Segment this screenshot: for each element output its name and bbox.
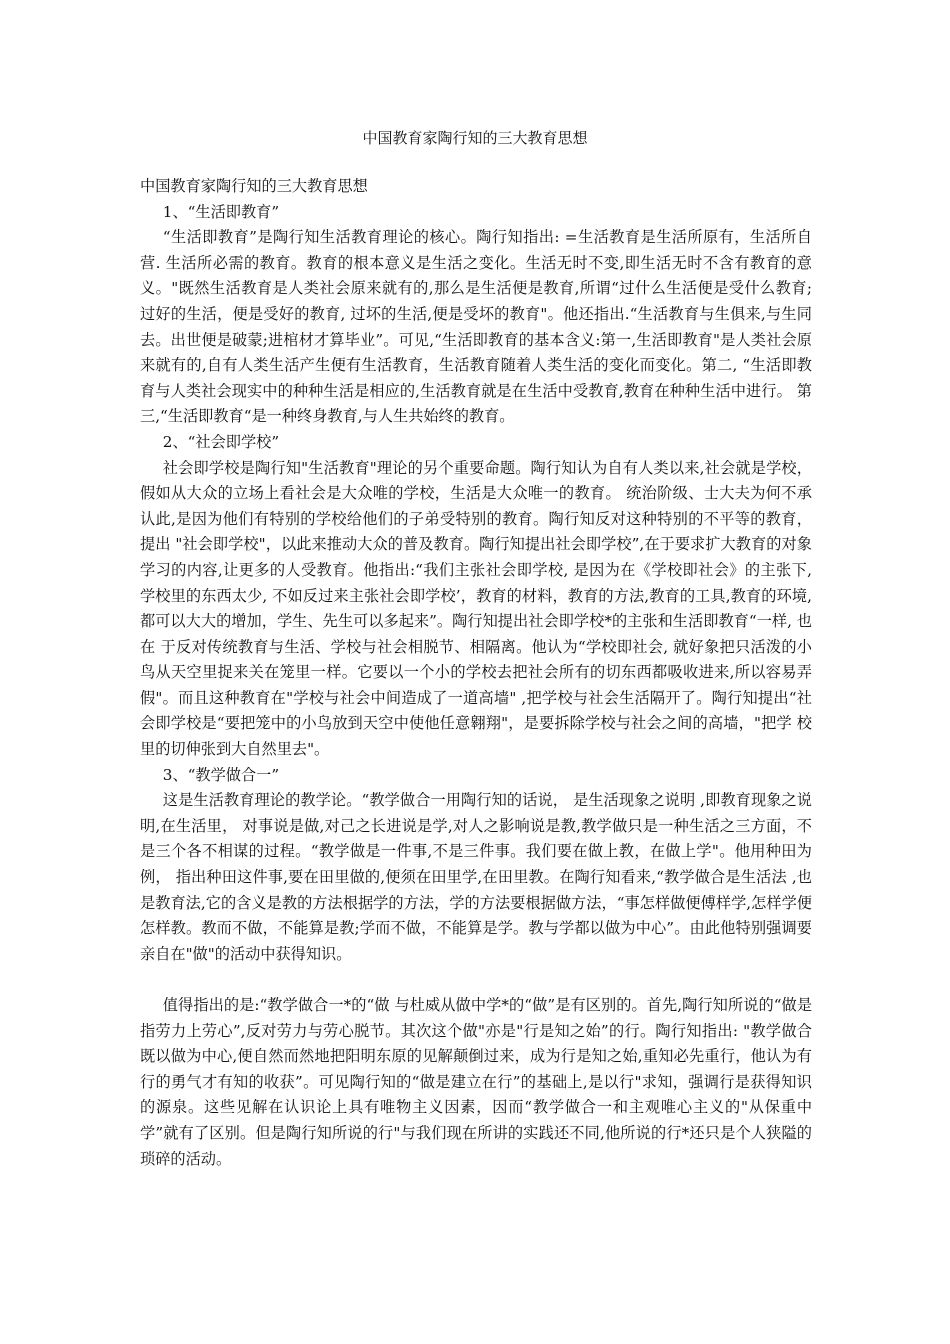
section-paragraph-3: 这是生活教育理论的教学论。“教学做合一用陶行知的话说， 是生活现象之说明 ,即教育现象之说明,在生活里， 对事说是做,对己之长进说是学,对人之影响说是教,教学做只是一种生活之三方面，不是三个各不相谋的过程。“教学做是一件事,不是三件事。我们要在做上教，在做上学"。他用种田为例， 指出种田这件事,要在田里做的,便须在田里学,在田里教。在陶行知看来,“教学做合是生活法 ,也是教育法,它的含义是教的方法根据学的方法，学的方法要根据做方法，“事怎样做便傅样学,怎样学便怎样教。教而不做，不能算是教;学而不做，不能算是学。教与学都以做为中心”。由此他特别强调要亲自在"做"的活动中获得知识。 [140,791,812,963]
section-heading-3: 3、“教学做合一” [162,765,280,784]
section-paragraph-1: “生活即教育”是陶行知生活教育理论的核心。陶行知指出: =生活教育是生活所原有，生活所自营. 生活所必需的教育。教育的根本意义是生活之变化。生活无时不变,即生活无时不含有教育的意义。"既然生活教育是人类社会原来就有的,那么是生活便是教育,所谓“过什么生活便是受什么教育; 过好的生活，便是受好的教育, 过坏的生活,便是受坏的教育"。他还指出.“生活教育与生俱来,与生同去。出世便是破蒙;进棺材才算毕业”。可见,“生活即教育的基本含义:第一,生活即教育"是人类社会原来就有的,自有人类生活产生便有生活教育，生活教育随着人类生活的变化而变化。第二, “生活即教育与人类社会现实中的种种生活是相应的,生活教育就是在生活中受教育,教育在种种生活中进行。 第三,“生活即教育“是一种终身教育,与人生共始终的教育。 [140,228,812,426]
document-subtitle: 中国教育家陶行知的三大教育思想 [140,177,368,195]
document-body [140,174,812,1172]
paragraph-gap [140,967,812,993]
section-paragraph-2: 社会即学校是陶行知"生活教育"理论的另个重要命题。陶行知认为自有人类以来,社会就是学校，假如从大众的立场上看社会是大众唯的学校，生活是大众唯一的教育。 统治阶级、士大夫为何不承认此,是因为他们有特别的学校给他们的子弟受特别的教育。陶行知反对这种特别的不平等的教育，提出 "社会即学校"，以此来推动大众的普及教育。陶行知提出社会即学校”,在于要求扩大教育的对象学习的内容,让更多的人受教育。他指出:“我们主张社会即学校, 是因为在《学校即社会》的主张下, 学校里的东西太少, 不如反过来主张社会即学校’，教育的材料，教育的方法,教育的工具,教育的环境,都可以大大的增加，学生、先生可以多起来”。陶行知提出社会即学校*的主张和生活即教育“一样, 也在 于反对传统教育与生活、学校与社会相脱节、相隔离。他认为“学校即社会, 就好象把只活泼的小鸟从天空里捉来关在笼里一样。它要以一个小的学校去把社会所有的切东西都吸收进来,所以容易弄假"。而且这种教育在"学校与社会中间造成了一道高墙" ,把学校与社会生活隔开了。陶行知提出“社会即学校是“要把笼中的小鸟放到天空中使他任意翱翔"，是要拆除学校与社会之间的高墙，"把学 校里的切伸张到大自然里去"。 [140,458,812,759]
section-heading-1: 1、“生活即教育” [162,202,280,221]
document-title: 中国教育家陶行知的三大教育思想 [362,129,588,147]
closing-paragraph: 值得指出的是:“教学做合一*的“做 与杜威从做中学*的“做”是有区别的。首先,陶行知所说的“做是指劳力上劳心”,反对劳力与劳心脱节。其次这个做"亦是"行是知之始”的行。陶行知指出: "教学做合既以做为中心,便自然而然地把阳明东原的见解颠倒过来，成为行是知之始,重知必先重行，他认为有行的勇气才有知的收获”。可见陶行知的“做是建立在行”的基础上,是以行"求知，强调行是获得知识的源泉。这些见解在认识论上具有唯物主义因素，因而“教学做合一和主观唯心主义的"从保重中学”就有了区别。但是陶行知所说的行"与我们现在所讲的实践还不同,他所说的行*还只是个人狭隘的琐碎的活动。 [140,996,813,1168]
section-heading-2: 2、“社会即学校” [162,432,280,451]
